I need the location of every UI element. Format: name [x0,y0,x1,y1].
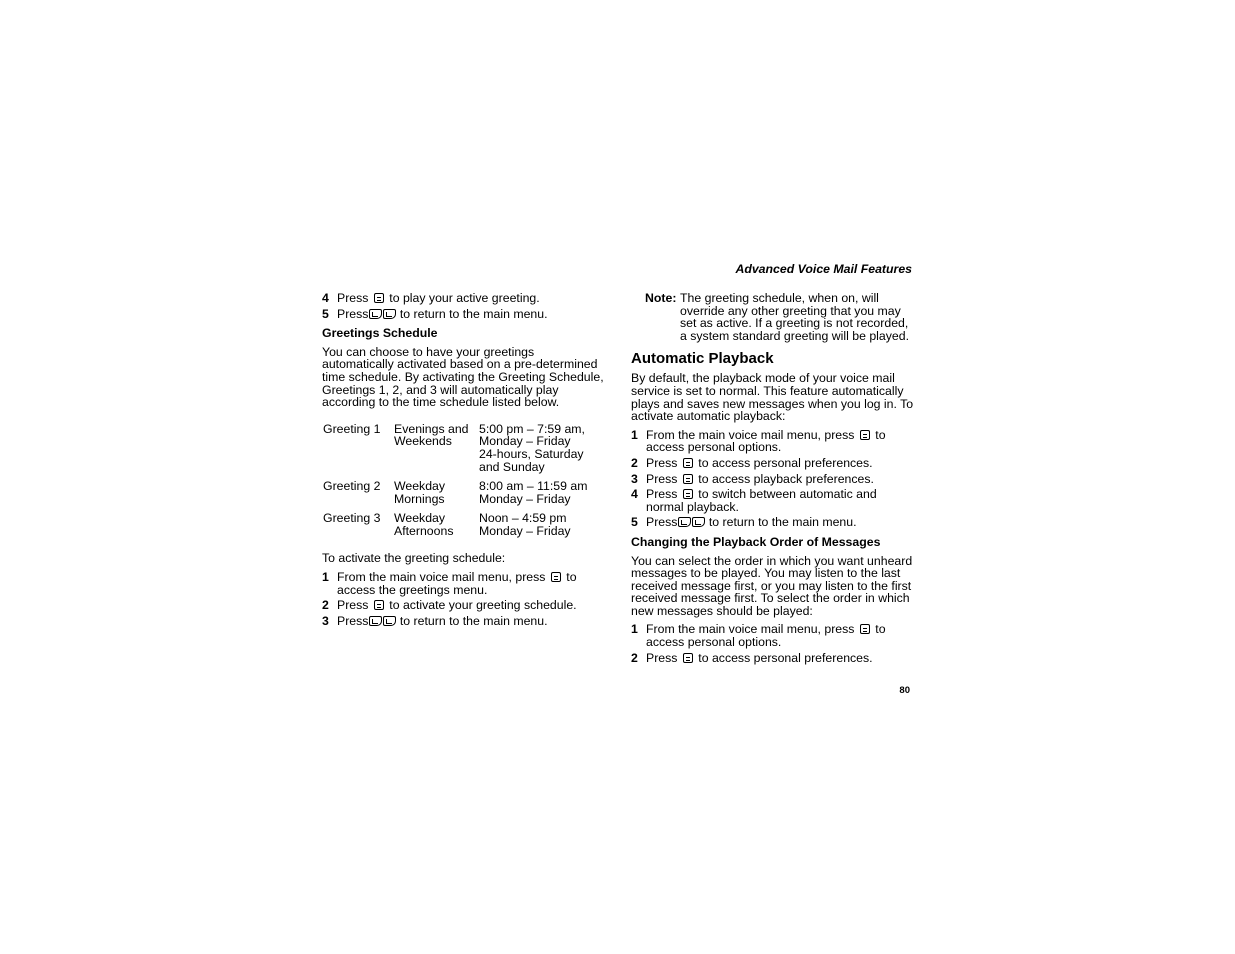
table-row [323,473,604,505]
step-text-a: From the main voice mail menu, press [337,570,546,585]
step-text-a: Press [646,471,678,486]
period-line: Weekends [394,434,452,449]
back-key-icon [383,616,396,626]
time-line: Monday – Friday [479,491,571,506]
table-row [323,505,604,537]
running-head: Advanced Voice Mail Features [735,262,912,276]
step-return-main-menu [322,615,605,628]
step-number: 5 [322,306,329,321]
step-text-b: to access playback preferences. [698,471,874,486]
step-number: 2 [631,650,638,665]
step-number: 5 [631,515,638,530]
step-text-b: to access the greetings menu. [337,570,577,597]
step-text-b: to activate your greeting schedule. [389,598,577,613]
step-play-greeting [322,292,605,305]
step-return-main-menu [631,516,914,529]
keypad-key-icon [683,458,693,468]
keypad-key-icon [374,600,384,610]
automatic-playback-intro: By default, the playback mode of your voice mail service is set to normal. This feature automatically plays and saves new messages when you log in. To activate automatic playback: [631,371,914,424]
keypad-key-icon [683,489,693,499]
greeting-name: Greeting 2 [323,479,381,494]
step-text-b: to access personal preferences. [698,650,873,665]
table-row [323,423,604,473]
step-personal-options [631,429,914,454]
keypad-key-icon [374,293,384,303]
back-key-icon [678,517,691,527]
playback-order-intro: You can select the order in which you want unheard messages to be played. You may listen to the last received message first, or you may listen to the first received message first. To select the order in which new messages should be played: [631,553,913,618]
step-text-a: Press [337,613,369,628]
keypad-key-icon [683,474,693,484]
greeting-period [394,423,479,473]
note [631,292,914,342]
step-switch-playback [631,488,914,513]
period-line: Weekday [394,479,446,494]
keypad-key-icon [551,572,561,582]
back-key-icon [383,309,396,319]
step-number: 2 [631,455,638,470]
step-return-main [322,308,605,321]
greetings-schedule-intro: You can choose to have your greetings automatically activated based on a pre-determined time schedule. By activating the Greeting Schedule, Greetings 1, 2, and 3 will automatically play according to the time schedule listed below. [322,344,604,410]
step-text-a: Press [337,291,369,305]
keypad-key-icon [860,624,870,634]
back-key-icon [369,309,382,319]
step-text-a: Press [337,306,369,321]
subsection-title-playback-order: Changing the Playback Order of Messages [631,534,881,549]
step-personal-preferences [631,457,914,470]
greeting-time [479,505,604,537]
step-text-a: Press [646,650,678,665]
step-text-a: From the main voice mail menu, press [646,622,855,637]
step-text-a: Press [646,455,678,470]
greeting-schedule-table [323,423,604,538]
activate-schedule-intro: To activate the greeting schedule: [322,550,506,565]
greeting-time [479,473,604,505]
step-number: 4 [631,487,638,502]
step-text-a: Press [646,487,678,502]
time-line: 24-hours, Saturday [479,446,584,461]
period-line: Evenings and [394,421,469,436]
step-text-b: to access personal options. [646,427,886,455]
step-text-a: Press [337,598,369,613]
greeting-time [479,423,604,473]
period-line: Mornings [394,491,445,506]
section-title-greetings-schedule: Greetings Schedule [322,326,438,341]
step-text-b: to return to the main menu. [708,515,857,530]
page-number: 80 [899,685,910,696]
back-key-icon [692,517,705,527]
note-text: The greeting schedule, when on, will override any other greeting that you may set as active. If a greeting is not recorded, a system standard greeting will be played. [680,291,909,343]
keypad-key-icon [860,430,870,440]
step-text-a: From the main voice mail menu, press [646,427,855,442]
time-line: Monday – Friday [479,523,571,538]
step-text-a: Press [646,515,678,530]
greeting-name: Greeting 3 [323,511,381,526]
note-label: Note: [645,291,677,305]
step-number: 4 [322,291,329,305]
step-text-b: to return to the main menu. [399,613,548,628]
step-number: 3 [631,471,638,486]
time-line: and Sunday [479,459,545,474]
period-line: Afternoons [394,523,454,538]
step-activate-schedule [322,599,605,612]
step-personal-options [631,623,914,648]
step-number: 1 [322,570,329,585]
step-number: 1 [631,622,638,637]
time-line: 8:00 am – 11:59 am [479,479,588,494]
step-text-b: to access personal preferences. [698,455,873,470]
step-text-b: to return to the main menu. [399,306,548,321]
step-personal-preferences [631,652,914,665]
greeting-period [394,473,479,505]
right-column [631,292,914,664]
step-open-greetings-menu [322,571,605,596]
time-line: 5:00 pm – 7:59 am, [479,421,585,436]
step-text-b: to access personal options. [646,622,886,650]
left-column [322,292,605,627]
step-text-b: to switch between automatic and normal playback. [646,487,877,514]
step-playback-preferences [631,473,914,486]
step-number: 1 [631,427,638,442]
period-line: Weekday [394,511,446,526]
keypad-key-icon [683,653,693,663]
time-line: Noon – 4:59 pm [479,511,567,526]
step-text-b: to play your active greeting. [389,291,540,305]
step-number: 3 [322,613,329,628]
section-title-automatic-playback: Automatic Playback [631,350,774,368]
greeting-name: Greeting 1 [323,421,381,436]
back-key-icon [369,616,382,626]
step-number: 2 [322,598,329,613]
time-line: Monday – Friday [479,434,571,449]
greeting-period [394,505,479,537]
